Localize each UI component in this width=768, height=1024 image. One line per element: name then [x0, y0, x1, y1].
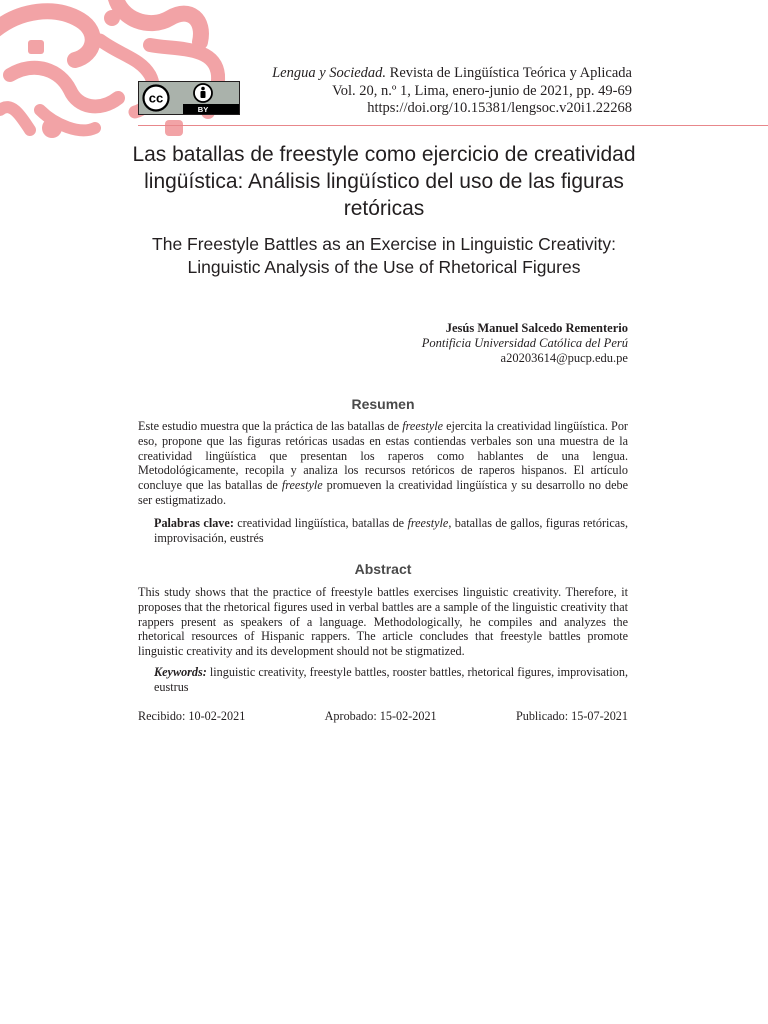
- journal-subtitle: Revista de Lingüística Teórica y Aplicada: [386, 65, 632, 81]
- title-english: The Freestyle Battles as an Exercise in Linguistic Creativity: Linguistic Analysis of the Use of Rhetorical Figures: [152, 234, 616, 277]
- resumen-heading: Resumen: [351, 396, 415, 412]
- palabras-clave-label: Palabras clave:: [154, 516, 234, 530]
- doi-link[interactable]: https://doi.org/10.15381/lengsoc.v20i1.22268: [367, 100, 632, 116]
- palabras-clave: Palabras clave: creatividad lingüística, batallas de freestyle, batallas de gallos, figuras retóricas, improvisación, eustrés: [154, 516, 628, 545]
- author-name: Jesús Manuel Salcedo Rementerio: [445, 321, 628, 335]
- svg-text:cc: cc: [148, 90, 164, 106]
- abstract-heading: Abstract: [354, 561, 412, 577]
- volume-line: Vol. 20, n.º 1, Lima, enero-junio de 2021, pp. 49-69: [332, 82, 632, 99]
- journal-decoration-graphic: [0, 0, 230, 150]
- resumen-text: Este estudio muestra que la práctica de las batallas de freestyle ejercita la creatividad lingüística. Por eso, propone que las figuras retóricas usadas en estas contiendas verbales son una muestra de la creatividad lingüística que presentan los raperos como hablantes de una lengua. Metodológicamente, recopila y analiza los recursos retóricos de raperos hispanos. El artículo concluye que las batallas de freestyle promueven la creatividad lingüística y su desarrollo no debe ser estigmatizado.: [138, 419, 628, 507]
- keywords-label: Keywords:: [154, 665, 207, 679]
- person-icon: [194, 84, 212, 102]
- journal-header: [212, 65, 632, 118]
- date-approved: Aprobado: 15-02-2021: [324, 709, 437, 723]
- header-rule: [138, 125, 768, 126]
- keywords: Keywords: linguistic creativity, freestyle battles, rooster battles, rhetorical figures, improvisation, eustrus: [154, 665, 628, 694]
- author-block: [422, 321, 628, 366]
- title-spanish: Las batallas de freestyle como ejercicio de creatividad lingüística: Análisis lingüístico del uso de las figuras retóricas: [132, 143, 636, 220]
- date-received: Recibido: 10-02-2021: [138, 709, 246, 723]
- journal-name: Lengua y Sociedad.: [272, 65, 387, 81]
- author-email[interactable]: a20203614@pucp.edu.pe: [500, 351, 628, 365]
- journal-title-line: [212, 65, 632, 83]
- submission-dates: [138, 709, 628, 724]
- date-published: Publicado: 15-07-2021: [515, 709, 628, 723]
- author-affiliation: Pontificia Universidad Católica del Perú: [421, 336, 628, 350]
- abstract-text: This study shows that the practice of freestyle battles exercises linguistic creativity. Therefore, it proposes that the rhetorical figures used in verbal battles are a sample of the linguistic creativity that rappers present as speakers of a language. Methodologically, he compiles and analyzes the rhetorical resources of Hispanic rappers. The article concludes that freestyle battles promote linguistic creativity and its development should not be stigmatized.: [138, 585, 628, 659]
- by-label: BY: [197, 105, 209, 114]
- cc-icon: [144, 86, 169, 111]
